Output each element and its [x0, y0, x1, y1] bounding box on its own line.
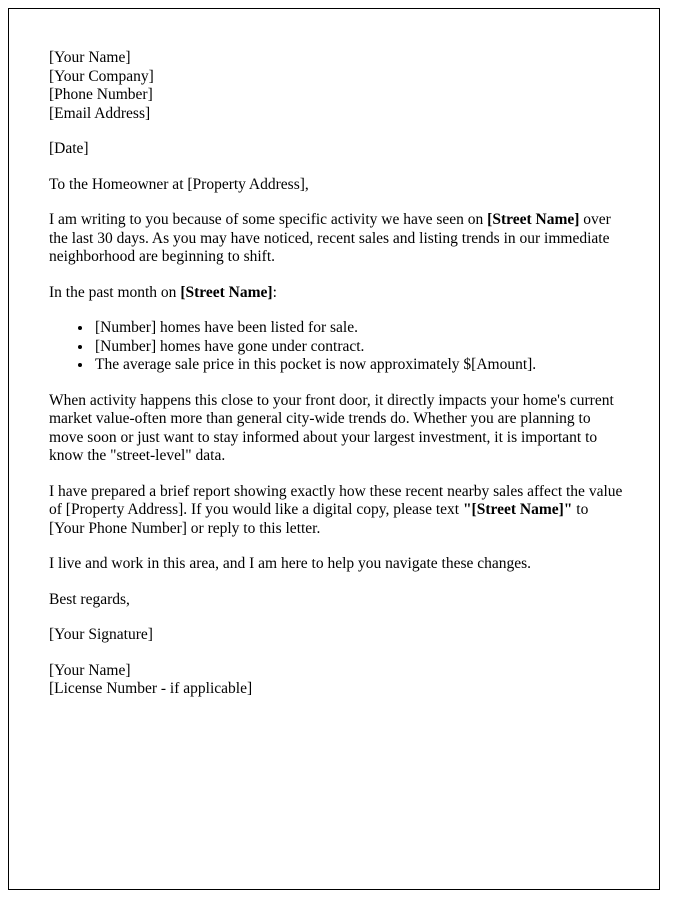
- text-segment: over the last 30 days. As you may have noticed, recent sales and listing trends in our immediate neighborhood are beginning to shift.: [49, 211, 611, 265]
- bold-text-segment: "[Street Name]": [462, 501, 573, 518]
- letter-line: [Phone Number]: [49, 86, 153, 103]
- bold-text-segment: [Street Name]: [180, 283, 273, 301]
- activity-bullet-list: [49, 319, 627, 375]
- salutation: [49, 176, 627, 195]
- list-item: [93, 319, 627, 338]
- intro-paragraph: [49, 211, 627, 267]
- sender-contact-block: [49, 49, 627, 123]
- text-segment: To the Homeowner at [Property Address],: [49, 175, 309, 193]
- text-segment: :: [272, 283, 277, 301]
- text-segment: The average sale price in this pocket is now approximately $[Amount].: [95, 356, 537, 373]
- closing-line: [49, 591, 627, 610]
- text-segment: [Date]: [49, 140, 89, 157]
- letter-line: [License Number - if applicable]: [49, 680, 253, 697]
- signature-placeholder: [49, 626, 627, 645]
- letter-line: [Your Name]: [49, 661, 131, 679]
- text-segment: I have prepared a brief report showing exactly how these recent nearby sales affect the value of [Property Address]. If you would like a digital copy, please text: [49, 482, 623, 518]
- text-segment: [Your Signature]: [49, 626, 153, 643]
- letter-line: [Your Company]: [49, 67, 154, 85]
- text-segment: When activity happens this close to your front door, it directly impacts your home's current market value-often more than general city-wide trends do. Whether you are planning to move soon or just want to stay informed about your largest investment, it is important to know the "street-level" data.: [49, 391, 614, 464]
- list-item: [93, 356, 627, 375]
- letter-line: [Email Address]: [49, 104, 151, 122]
- local-agent-paragraph: [49, 555, 627, 574]
- report-offer-paragraph: [49, 483, 627, 539]
- letter-body: [49, 49, 627, 699]
- past-month-lead-in: [49, 284, 627, 303]
- text-segment: Best regards,: [49, 590, 130, 608]
- text-segment: I am writing to you because of some specific activity we have seen on: [49, 211, 488, 228]
- letter-page: [8, 8, 660, 890]
- text-segment: In the past month on: [49, 283, 181, 301]
- date-line: [49, 140, 627, 159]
- bold-text-segment: [Street Name]: [487, 211, 580, 228]
- impact-paragraph: [49, 392, 627, 466]
- letter-line: [Your Name]: [49, 49, 131, 66]
- text-segment: [Number] homes have gone under contract.: [95, 337, 365, 355]
- list-item: [93, 338, 627, 357]
- signature-block: [49, 662, 627, 699]
- text-segment: [Number] homes have been listed for sale.: [95, 319, 358, 336]
- text-segment: I live and work in this area, and I am here to help you navigate these changes.: [49, 555, 532, 572]
- text-segment: to [Your Phone Number] or reply to this letter.: [49, 501, 589, 537]
